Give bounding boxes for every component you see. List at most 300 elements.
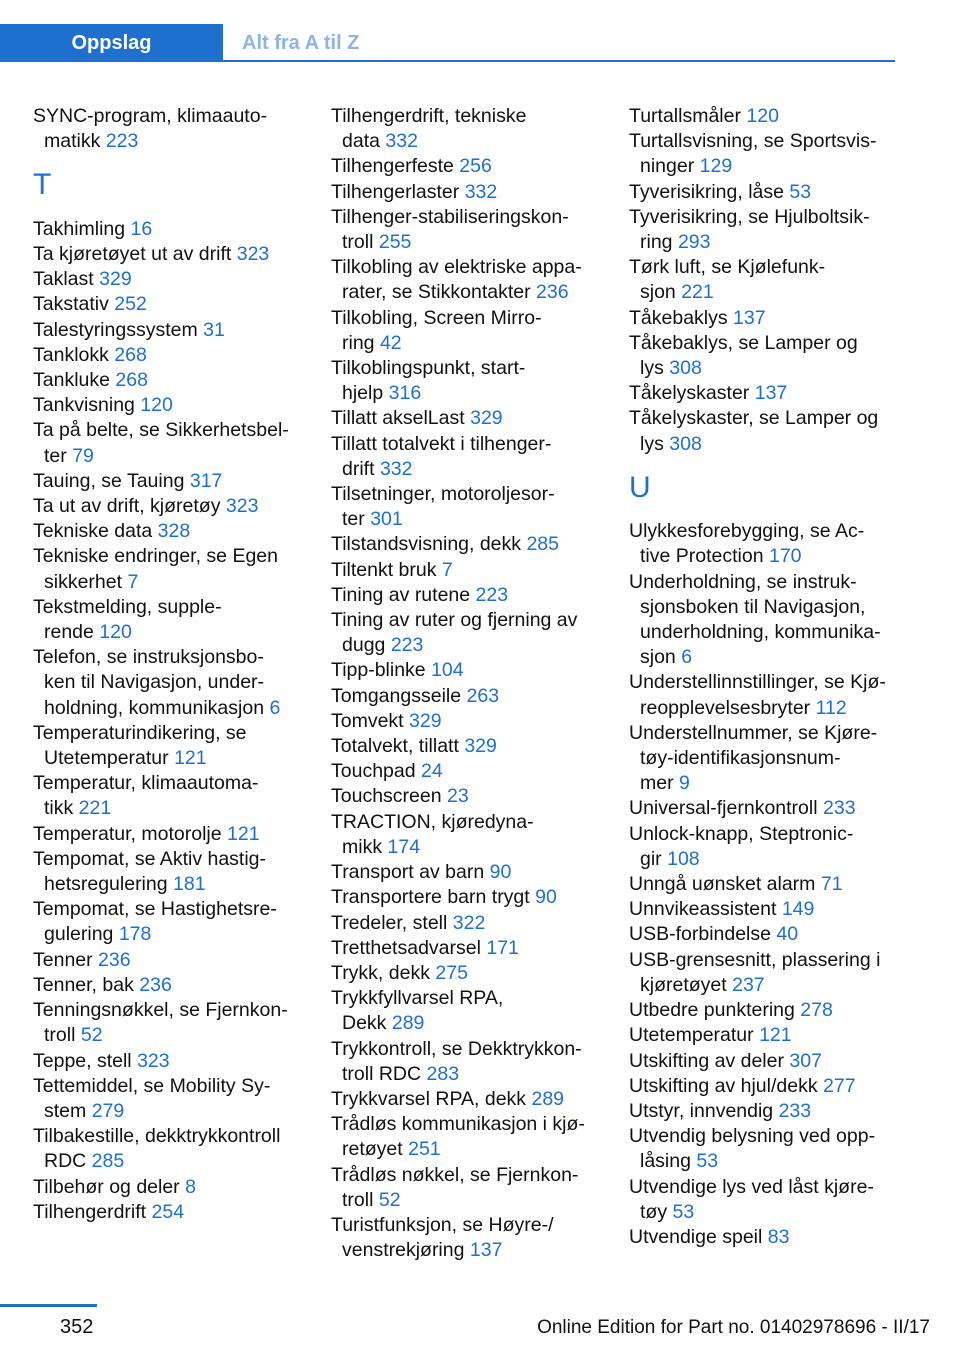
index-entry <box>629 1225 899 1250</box>
index-entry <box>629 670 899 720</box>
entry-text: Turistfunksjon, se Høyre-/ <box>331 1213 554 1236</box>
entry-text: Tilhengerfeste <box>331 155 454 178</box>
page-link[interactable]: 293 <box>677 231 711 254</box>
index-entry <box>33 822 303 847</box>
entry-text: venstrekjøring <box>342 1239 465 1262</box>
entry-text: RDC <box>44 1150 87 1173</box>
entry-text: rende <box>44 621 94 644</box>
entry-text: retøyet <box>342 1138 403 1161</box>
index-entry <box>629 1175 899 1225</box>
page-link[interactable]: 329 <box>470 407 503 430</box>
index-entry <box>33 519 303 544</box>
page-number: 352 <box>60 1316 94 1338</box>
page-link[interactable]: 71 <box>820 873 843 896</box>
entry-text: Utetemperatur <box>44 747 169 770</box>
entry-text: låsing <box>640 1150 691 1173</box>
index-entry <box>629 1099 899 1124</box>
page-link[interactable]: 289 <box>391 1012 425 1035</box>
entry-text: Tillatt totalvekt i tilhenger- <box>331 432 552 455</box>
index-entry <box>331 986 601 1036</box>
page-link[interactable]: 6 <box>681 646 693 669</box>
entry-text: Tenningsnøkkel, se Fjernkon- <box>33 999 288 1022</box>
entry-text: Tillatt akselLast <box>331 407 465 430</box>
page-link[interactable]: 301 <box>370 508 403 531</box>
index-entry <box>331 684 601 709</box>
entry-text: Tilkobling av elektriske appa- <box>331 256 582 279</box>
index-entry <box>331 734 601 759</box>
page-link[interactable]: 277 <box>823 1074 856 1097</box>
entry-text: Trykkontroll, se Dekktrykkon- <box>331 1037 582 1060</box>
page-link[interactable]: 307 <box>789 1049 822 1072</box>
index-entry <box>33 1049 303 1074</box>
index-entry <box>331 406 601 431</box>
entry-text: USB-forbindelse <box>629 923 771 946</box>
index-entry <box>33 104 303 154</box>
index-entry <box>33 847 303 897</box>
entry-text: Utvendig belysning ved opp- <box>629 1125 876 1148</box>
page-link[interactable]: 323 <box>225 495 259 518</box>
entry-text: ring <box>640 231 673 254</box>
entry-text: ninger <box>640 155 695 178</box>
page-link[interactable]: 104 <box>431 659 464 682</box>
entry-text: Tiltenkt bruk <box>331 558 437 581</box>
page-link[interactable]: 52 <box>378 1188 401 1211</box>
entry-text: drift <box>342 457 375 480</box>
index-entry <box>33 897 303 947</box>
index-entry <box>629 570 899 671</box>
page-link[interactable]: 120 <box>140 394 173 417</box>
index-entry <box>629 1023 899 1048</box>
index-entry <box>331 658 601 683</box>
page-link[interactable]: 174 <box>387 835 421 858</box>
entry-text: Trykk, dekk <box>331 961 430 984</box>
entry-text: Tåkebaklys, se Lamper og <box>629 331 858 354</box>
entry-text: Telefon, se instruksjonsbo- <box>33 646 264 669</box>
entry-text: hjelp <box>342 382 384 405</box>
page-link[interactable]: 178 <box>118 923 152 946</box>
header-divider <box>0 60 895 62</box>
entry-text: Tilkoblingspunkt, start- <box>331 357 526 380</box>
page-link[interactable]: 329 <box>409 709 442 732</box>
entry-text: Tilbakestille, dekktrykkontroll <box>33 1125 281 1148</box>
index-entry <box>331 255 601 305</box>
index-entry <box>629 1049 899 1074</box>
index-entry <box>33 494 303 519</box>
entry-text: Talestyringssystem <box>33 318 198 341</box>
page-link[interactable]: 236 <box>98 948 131 971</box>
entry-text: sjon <box>640 646 676 669</box>
entry-text: Ta på belte, se Sikkerhetsbel- <box>33 419 289 442</box>
entry-text: ken til Navigasjon, under- <box>44 671 265 694</box>
page-link[interactable]: 181 <box>173 873 206 896</box>
page-link[interactable]: 323 <box>137 1049 170 1072</box>
entry-text: Utvendige speil <box>629 1225 763 1248</box>
index-column-3 <box>629 104 899 1250</box>
page-link[interactable]: 149 <box>781 898 815 921</box>
page-link[interactable]: 112 <box>815 696 847 719</box>
page-link[interactable]: 90 <box>535 886 557 909</box>
index-entry <box>331 961 601 986</box>
index-entry <box>33 318 303 343</box>
page-link[interactable]: 233 <box>823 797 856 820</box>
index-entry <box>33 217 303 242</box>
index-entry <box>33 544 303 594</box>
entry-text: sjon <box>640 281 676 304</box>
entry-text: Tilhengerdrift, tekniske <box>331 105 527 127</box>
entry-text: TRACTION, kjøredyna- <box>331 810 534 833</box>
index-entry <box>629 205 899 255</box>
index-entry <box>629 897 899 922</box>
entry-text: Tenner <box>33 948 93 971</box>
index-entry <box>33 393 303 418</box>
page-link[interactable]: 23 <box>447 785 469 808</box>
entry-text: Tining av ruter og fjerning av <box>331 609 578 632</box>
entry-text: Tåkelyskaster <box>629 382 750 405</box>
entry-text: Teppe, stell <box>33 1049 132 1072</box>
page-link[interactable]: 171 <box>486 936 519 959</box>
page-link[interactable]: 329 <box>99 268 132 291</box>
entry-text: Utbedre punktering <box>629 999 795 1022</box>
index-entry <box>33 418 303 468</box>
section-letter: T <box>33 168 52 202</box>
entry-text: Tauing, se Tauing <box>33 469 185 492</box>
entry-text: tive Protection <box>640 545 764 568</box>
index-entry <box>629 822 899 872</box>
page-link[interactable]: 308 <box>669 432 702 455</box>
page-link[interactable]: 308 <box>669 357 702 380</box>
footer-accent-bar <box>0 1304 97 1307</box>
page-link[interactable]: 263 <box>466 684 500 707</box>
entry-text: troll <box>342 1188 374 1211</box>
entry-text: Utvendige lys ved låst kjøre- <box>629 1175 874 1198</box>
page-link[interactable]: 129 <box>699 155 733 178</box>
page-link[interactable]: 8 <box>185 1175 196 1198</box>
page-link[interactable]: 137 <box>754 382 788 405</box>
page-link[interactable]: 237 <box>732 973 765 996</box>
entry-text: kjøretøyet <box>640 973 727 996</box>
page-link[interactable]: 52 <box>80 1024 103 1047</box>
index-entry <box>331 104 601 154</box>
index-entry <box>331 784 601 809</box>
index-entry <box>629 796 899 821</box>
index-entry <box>331 532 601 557</box>
index-entry <box>629 406 899 456</box>
page-link[interactable]: 332 <box>379 457 413 480</box>
index-entry <box>331 1037 601 1087</box>
index-entry <box>629 129 899 179</box>
index-entry <box>629 306 899 331</box>
page-link[interactable]: 121 <box>227 822 260 845</box>
page-link[interactable]: 6 <box>269 696 281 719</box>
page-link[interactable]: 278 <box>800 999 833 1022</box>
page-link[interactable]: 251 <box>408 1138 441 1161</box>
index-entry <box>33 343 303 368</box>
index-entry <box>331 860 601 885</box>
page-link[interactable]: 329 <box>464 735 497 758</box>
page-link[interactable]: 53 <box>696 1150 719 1173</box>
entry-text: mer <box>640 772 674 795</box>
index-entry <box>331 1213 601 1263</box>
entry-text: Underholdning, se instruk- <box>629 570 857 593</box>
index-entry <box>629 922 899 947</box>
entry-text: Unlock-knapp, Steptronic- <box>629 822 854 845</box>
page-link[interactable]: 289 <box>531 1087 565 1110</box>
entry-text: Trådløs nøkkel, se Fjernkon- <box>331 1163 579 1186</box>
page-link[interactable]: 79 <box>72 444 94 467</box>
index-entry <box>629 331 899 381</box>
page-link[interactable]: 316 <box>388 382 422 405</box>
entry-text: troll RDC <box>342 1062 422 1085</box>
entry-text: Turtallsvisning, se Sportsvis- <box>629 130 877 153</box>
page-link[interactable]: 268 <box>115 369 148 392</box>
entry-text: data <box>342 130 380 153</box>
entry-text: Tanklokk <box>33 343 109 366</box>
entry-text: Tørk luft, se Kjølefunk- <box>629 256 826 279</box>
entry-text: Tempomat, se Aktiv hastig- <box>33 847 267 870</box>
entry-text: Takhimling <box>33 217 126 240</box>
page-link[interactable]: 7 <box>127 570 139 593</box>
entry-text: Tipp-blinke <box>331 659 426 682</box>
entry-text: Tenner, bak <box>33 973 134 996</box>
index-entry <box>331 1112 601 1162</box>
entry-text: Utstyr, innvendig <box>629 1099 774 1122</box>
page-link[interactable]: 285 <box>526 533 559 556</box>
entry-text: Tekniske data <box>33 520 153 543</box>
index-entry <box>33 267 303 292</box>
entry-text: Touchpad <box>331 760 416 783</box>
entry-text: lys <box>640 357 664 380</box>
entry-text: Tettemiddel, se Mobility Sy- <box>33 1074 271 1097</box>
entry-text: Tilbehør og deler <box>33 1175 180 1198</box>
entry-text: Tretthetsadvarsel <box>331 936 481 959</box>
index-entry <box>33 469 303 494</box>
section-letter: U <box>629 470 651 504</box>
tab-alt-fra-a-til-z[interactable]: Alt fra A til Z <box>242 32 360 54</box>
index-entry <box>331 583 601 608</box>
entry-text: ter <box>342 508 365 531</box>
entry-text: Temperatur, klimaautoma- <box>33 772 259 795</box>
page-link[interactable]: 120 <box>746 105 779 127</box>
entry-text: Understellnummer, se Kjøre- <box>629 721 878 744</box>
page-link[interactable]: 121 <box>174 747 207 770</box>
entry-text: sikkerhet <box>44 570 123 593</box>
entry-text: Tining av rutene <box>331 583 471 606</box>
page-link[interactable]: 223 <box>475 583 509 606</box>
page-link[interactable]: 221 <box>681 281 714 304</box>
page-link[interactable]: 7 <box>441 558 453 581</box>
index-entry <box>331 1087 601 1112</box>
page-link[interactable]: 255 <box>378 231 412 254</box>
page-link[interactable]: 285 <box>91 1150 125 1173</box>
index-entry <box>331 432 601 482</box>
entry-text: Tankluke <box>33 369 110 392</box>
entry-text: Ulykkesforebygging, se Ac- <box>629 520 865 543</box>
index-entry <box>331 885 601 910</box>
entry-text: Tekstmelding, supple- <box>33 595 222 618</box>
entry-text: Tilhengerlaster <box>331 180 460 203</box>
index-entry <box>331 306 601 356</box>
entry-text: tikk <box>44 797 74 820</box>
entry-text: Tåkebaklys <box>629 306 728 329</box>
entry-text: Dekk <box>342 1012 387 1035</box>
index-entry <box>33 368 303 393</box>
index-entry <box>33 1175 303 1200</box>
entry-text: USB-grensesnitt, plassering i <box>629 948 881 971</box>
index-entry <box>33 595 303 645</box>
entry-text: ter <box>44 444 67 467</box>
entry-text: sjonsboken til Navigasjon, <box>640 595 866 618</box>
page-link[interactable]: 268 <box>114 343 147 366</box>
page-link[interactable]: 322 <box>452 911 486 934</box>
index-entry <box>331 558 601 583</box>
entry-text: Tilsetninger, motoroljesor- <box>331 483 555 506</box>
page-link[interactable]: 275 <box>435 961 468 984</box>
entry-text: tøy-identifikasjonsnum- <box>640 747 841 770</box>
page-link[interactable]: 16 <box>130 217 153 240</box>
page-link[interactable]: 332 <box>385 130 418 153</box>
index-entry <box>629 998 899 1023</box>
tab-oppslag[interactable]: Oppslag <box>0 24 223 60</box>
page-link[interactable]: 137 <box>733 306 766 329</box>
entry-text: Unngå uønsket alarm <box>629 873 816 896</box>
page-header <box>0 24 895 62</box>
entry-text: dugg <box>342 634 386 657</box>
index-entry <box>33 998 303 1048</box>
index-entry <box>331 205 601 255</box>
entry-text: Transport av barn <box>331 861 485 884</box>
index-entry <box>629 721 899 797</box>
entry-text: Utetemperatur <box>629 1024 754 1047</box>
entry-text: Tilkobling, Screen Mirro- <box>331 306 542 329</box>
index-entry <box>331 709 601 734</box>
entry-text: ring <box>342 331 375 354</box>
index-entry <box>33 771 303 821</box>
entry-text: Universal-fjernkontroll <box>629 797 818 820</box>
page-link[interactable]: 254 <box>151 1200 185 1223</box>
index-entry <box>33 721 303 771</box>
page-link[interactable]: 236 <box>139 973 172 996</box>
entry-text: Tilhenger-stabiliseringskon- <box>331 205 569 228</box>
page-link[interactable]: 108 <box>667 847 700 870</box>
index-entry <box>331 154 601 179</box>
page-link[interactable]: 283 <box>426 1062 460 1085</box>
page-link[interactable]: 83 <box>767 1225 790 1248</box>
entry-text: Tilhengerdrift <box>33 1200 147 1223</box>
entry-text: rater, se Stikkontakter <box>342 281 531 304</box>
entry-text: Tåkelyskaster, se Lamper og <box>629 407 879 430</box>
entry-text: Understellinnstillinger, se Kjø- <box>629 671 886 694</box>
page-link[interactable]: 24 <box>421 760 443 783</box>
entry-text: Tomvekt <box>331 709 404 732</box>
page-link[interactable]: 170 <box>768 545 802 568</box>
entry-text: Tilstandsvisning, dekk <box>331 533 522 556</box>
index-entry <box>331 936 601 961</box>
entry-text: Ta ut av drift, kjøretøy <box>33 495 221 518</box>
index-column-2 <box>331 104 601 1263</box>
page-link[interactable]: 9 <box>679 772 690 795</box>
index-entry <box>629 1124 899 1174</box>
page-link[interactable]: 90 <box>489 861 512 884</box>
entry-text: Takstativ <box>33 293 109 316</box>
entry-text: Tomgangsseile <box>331 684 462 707</box>
index-entry <box>331 356 601 406</box>
page-link[interactable]: 328 <box>157 520 191 543</box>
index-entry <box>629 1074 899 1099</box>
entry-text: Totalvekt, tillatt <box>331 735 459 758</box>
page-link[interactable]: 221 <box>78 797 112 820</box>
entry-text: troll <box>342 231 374 254</box>
page-link[interactable]: 137 <box>469 1239 503 1262</box>
page-link[interactable]: 42 <box>379 331 402 354</box>
edition-text: Online Edition for Part no. 01402978696 - II/17 <box>537 1317 930 1338</box>
entry-text: Tredeler, stell <box>331 911 448 934</box>
page-link[interactable]: 120 <box>99 621 132 644</box>
entry-text: reopplevelsesbryter <box>640 696 811 719</box>
entry-text: Unnvikeassistent <box>629 898 777 921</box>
page-link[interactable]: 233 <box>778 1099 812 1122</box>
entry-text: Temperaturindikering, se <box>33 721 247 744</box>
entry-text: underholdning, kommunika- <box>640 621 881 644</box>
page-link[interactable]: 223 <box>105 130 139 153</box>
entry-text: gir <box>640 847 662 870</box>
page-link[interactable]: 31 <box>203 318 225 341</box>
index-entry <box>629 104 899 129</box>
index-entry <box>331 180 601 205</box>
page-link[interactable]: 252 <box>114 293 147 316</box>
entry-text: gulering <box>44 923 114 946</box>
index-entry <box>629 255 899 305</box>
page-link[interactable]: 223 <box>390 634 424 657</box>
entry-text: Utskifting av deler <box>629 1049 784 1072</box>
entry-text: Tankvisning <box>33 394 135 417</box>
index-column-1 <box>33 104 303 1225</box>
index-entry <box>331 759 601 784</box>
entry-text: hetsregulering <box>44 873 168 896</box>
page-link[interactable]: 332 <box>464 180 498 203</box>
entry-text: Turtallsmåler <box>629 105 741 127</box>
page-link[interactable]: 323 <box>236 243 270 265</box>
index-entry <box>33 242 303 267</box>
entry-text: Transportere barn trygt <box>331 886 530 909</box>
entry-text: Trykkvarsel RPA, dekk <box>331 1087 527 1110</box>
entry-text: Ta kjøretøyet ut av drift <box>33 243 232 265</box>
page-link[interactable]: 279 <box>91 1099 125 1122</box>
entry-text: Tyverisikring, låse <box>629 180 784 203</box>
entry-text: tøy <box>640 1200 668 1223</box>
index-entry <box>629 948 899 998</box>
entry-text: Trådløs kommunikasjon i kjø- <box>331 1113 585 1136</box>
entry-text: troll <box>44 1024 76 1047</box>
index-entry <box>629 381 899 406</box>
entry-text: stem <box>44 1099 87 1122</box>
page-link[interactable]: 121 <box>759 1024 792 1047</box>
entry-text: lys <box>640 432 664 455</box>
page-link[interactable]: 236 <box>536 281 569 304</box>
entry-text: mikk <box>342 835 383 858</box>
entry-text: Temperatur, motorolje <box>33 822 222 845</box>
entry-text: Utskifting av hjul/dekk <box>629 1074 818 1097</box>
entry-text: Tyverisikring, se Hjulboltsik- <box>629 205 870 228</box>
page-link[interactable]: 40 <box>776 923 799 946</box>
page-link[interactable]: 317 <box>189 469 223 492</box>
page-link[interactable]: 53 <box>672 1200 695 1223</box>
page-link[interactable]: 53 <box>789 180 812 203</box>
index-entry <box>33 973 303 998</box>
index-entry <box>331 482 601 532</box>
index-entry <box>33 1074 303 1124</box>
entry-text: Tekniske endringer, se Egen <box>33 545 278 568</box>
page-link[interactable]: 256 <box>459 155 492 178</box>
